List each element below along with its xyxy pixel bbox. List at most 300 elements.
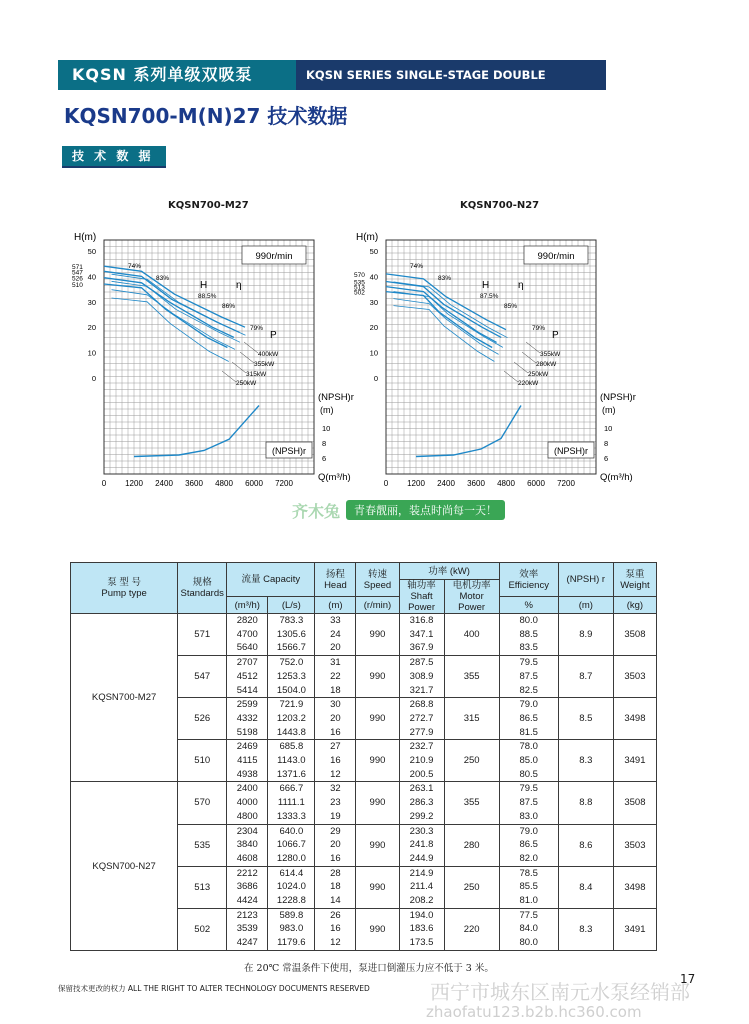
shaft-value: 286.3 xyxy=(409,797,434,809)
eff-value: 86.5 xyxy=(519,839,538,851)
q-ls-cell xyxy=(268,614,315,656)
npsh-tick-label: 10 xyxy=(322,424,331,433)
q-m3h-value: 4115 xyxy=(237,755,258,767)
y-axis-label: H(m) xyxy=(356,232,379,243)
q-ls-value: 1111.1 xyxy=(277,797,305,809)
eff-value: 79.5 xyxy=(519,783,538,795)
efficiency-label: 85% xyxy=(504,303,518,310)
power-label: 250kW xyxy=(236,380,257,387)
eff-cell xyxy=(499,908,558,950)
weight-cell: 3498 xyxy=(613,698,656,740)
shaft-value: 173.5 xyxy=(409,937,434,949)
power-leader xyxy=(244,342,258,353)
eff-cell xyxy=(499,740,558,782)
hdr-shaft-en2: Power xyxy=(408,602,436,613)
curve-marker: P xyxy=(270,330,277,341)
shaft-cell xyxy=(399,866,444,908)
power-label: 400kW xyxy=(258,351,279,358)
power-label: 280kW xyxy=(536,361,557,368)
q-ls-value: 640.0 xyxy=(279,825,304,837)
npsh-curve-label: (NPSH)r xyxy=(272,446,306,456)
q-ls-value: 783.3 xyxy=(279,615,304,626)
h-tick-label: 50 xyxy=(369,247,378,256)
head-value: 20 xyxy=(330,839,341,851)
shaft-value: 277.9 xyxy=(409,726,434,738)
motor-cell: 400 xyxy=(444,614,499,656)
head-value: 32 xyxy=(330,783,341,795)
hdr-standards-cn: 规格 xyxy=(192,577,212,588)
q-m3h-value: 2707 xyxy=(236,657,258,669)
head-value: 14 xyxy=(330,895,341,907)
hdr-weight-cn: 泵重 xyxy=(625,568,645,580)
x-tick-label: 1200 xyxy=(407,479,425,488)
shaft-value: 272.7 xyxy=(409,712,434,724)
std-cell: 547 xyxy=(178,656,227,698)
q-ls-value: 589.8 xyxy=(279,909,304,921)
series-title-en: KQSN SERIES SINGLE-STAGE DOUBLE SUCTION PUMPS xyxy=(296,60,606,90)
shaft-value: 367.9 xyxy=(409,642,434,654)
eff-value: 79.0 xyxy=(519,699,538,711)
shaft-value: 308.9 xyxy=(409,670,434,682)
q-m3h-value: 4608 xyxy=(236,852,258,864)
q-m3h-value: 4000 xyxy=(236,797,258,809)
q-m3h-value: 5414 xyxy=(236,684,258,696)
q-m3h-value: 2599 xyxy=(236,699,258,711)
eff-value: 81.0 xyxy=(519,895,538,907)
performance-chart-n27 xyxy=(352,228,642,490)
head-value: 18 xyxy=(330,881,341,893)
x-tick-label: 4800 xyxy=(215,479,233,488)
q-ls-value: 1371.6 xyxy=(276,768,306,780)
q-m3h-value: 5198 xyxy=(236,726,258,738)
eff-value: 80.0 xyxy=(519,615,538,626)
x-tick-label: 3600 xyxy=(467,479,485,488)
hdr-head-cn: 扬程 xyxy=(325,568,345,580)
head-value: 16 xyxy=(330,923,341,935)
rights-notice: 保留技术更改的权力 ALL THE RIGHT TO ALTER TECHNOLOGY DOCUMENTS RESERVED xyxy=(58,984,370,993)
x-tick-label: 2400 xyxy=(155,479,173,488)
npsh-tick-label: 10 xyxy=(604,424,613,433)
std-cell: 510 xyxy=(178,740,227,782)
q-ls-value: 666.7 xyxy=(279,783,304,795)
efficiency-label: 87.5% xyxy=(480,293,499,300)
head-cell xyxy=(315,908,356,950)
h-tick-label: 40 xyxy=(87,272,96,282)
head-curve-label: 570 xyxy=(354,271,365,279)
shaft-value: 210.9 xyxy=(409,755,434,767)
head-curve-label: 535 xyxy=(354,279,365,287)
head-value: 31 xyxy=(330,657,341,669)
q-ls-cell xyxy=(268,782,315,824)
q-ls-value: 721.9 xyxy=(279,699,304,711)
head-value: 20 xyxy=(330,642,341,654)
speed-cell: 990 xyxy=(356,614,399,656)
q-ls-value: 1333.3 xyxy=(276,810,306,822)
speed-cell: 990 xyxy=(356,698,399,740)
weight-cell: 3491 xyxy=(613,740,656,782)
head-value: 12 xyxy=(330,768,341,780)
shaft-value: 230.3 xyxy=(409,825,434,837)
npsh-cell: 8.9 xyxy=(558,614,613,656)
speed-cell: 990 xyxy=(356,656,399,698)
efficiency-label: 86% xyxy=(222,303,236,310)
q-m3h-value: 2123 xyxy=(236,909,258,921)
power-label: 355kW xyxy=(254,361,275,368)
npsh-tick-label: 6 xyxy=(322,454,327,463)
banner-logo: 齐木兔 xyxy=(292,501,341,521)
npsh-axis-unit: (m) xyxy=(320,405,334,415)
head-curve xyxy=(104,278,234,338)
q-m3h-cell xyxy=(227,740,268,782)
eff-value: 82.5 xyxy=(519,684,538,696)
hdr-speed-cn: 转速 xyxy=(367,568,387,580)
speed-cell: 990 xyxy=(356,740,399,782)
page-number: 17 xyxy=(680,972,696,986)
eff-cell xyxy=(499,656,558,698)
section-rule xyxy=(62,166,166,168)
std-cell: 502 xyxy=(178,908,227,950)
q-ls-value: 1203.2 xyxy=(276,712,306,724)
motor-cell: 315 xyxy=(444,698,499,740)
npsh-cell: 8.8 xyxy=(558,782,613,824)
x-tick-label: 4800 xyxy=(497,479,515,488)
motor-cell: 220 xyxy=(444,908,499,950)
eff-value: 88.5 xyxy=(519,628,538,640)
y-axis-label: H(m) xyxy=(74,232,97,243)
curve-marker: P xyxy=(552,330,559,341)
hdr-cap-ls: (L/s) xyxy=(268,597,315,614)
hdr-pump-type-en: Pump type xyxy=(101,588,147,599)
eff-value: 87.5 xyxy=(519,797,538,809)
head-value: 20 xyxy=(330,712,341,724)
h-tick-label: 30 xyxy=(87,297,96,307)
npsh-axis-label: (NPSH)r xyxy=(600,392,636,403)
npsh-axis-label: (NPSH)r xyxy=(318,392,354,403)
eff-value: 85.5 xyxy=(519,881,538,893)
efficiency-label: 83% xyxy=(156,275,170,282)
eff-value: 79.0 xyxy=(519,825,538,837)
hdr-motor-cn: 电机功率 xyxy=(452,580,491,591)
npsh-curve xyxy=(134,406,259,457)
hdr-head-en: Head xyxy=(324,579,347,591)
weight-cell: 3503 xyxy=(613,824,656,866)
eff-value: 84.0 xyxy=(519,923,538,935)
q-m3h-cell xyxy=(227,908,268,950)
weight-cell: 3491 xyxy=(613,908,656,950)
hdr-weight-en: Weight xyxy=(620,579,650,591)
q-m3h-value: 4332 xyxy=(236,712,258,724)
q-ls-value: 685.8 xyxy=(279,741,304,753)
npsh-cell: 8.7 xyxy=(558,656,613,698)
npsh-axis-unit: (m) xyxy=(602,405,616,415)
h-tick-label: 20 xyxy=(369,323,378,333)
hdr-shaft-cn: 轴功率 xyxy=(407,580,436,591)
hdr-npsh: (NPSH) r xyxy=(558,563,613,597)
head-value: 23 xyxy=(330,797,341,809)
q-m3h-cell xyxy=(227,824,268,866)
x-tick-label: 6000 xyxy=(527,479,545,488)
head-curve-label: 571 xyxy=(72,264,83,272)
head-value: 29 xyxy=(330,825,341,837)
head-value: 27 xyxy=(330,741,341,753)
shaft-cell xyxy=(399,908,444,950)
npsh-tick-label: 8 xyxy=(604,439,609,448)
usage-note: 在 20℃ 常温条件下使用，泵进口倒灌压力应不低于 3 米。 xyxy=(244,963,494,974)
h-tick-label: 30 xyxy=(369,297,378,307)
h-tick-label: 20 xyxy=(87,323,96,333)
std-cell: 526 xyxy=(178,698,227,740)
head-cell xyxy=(315,866,356,908)
shaft-value: 183.6 xyxy=(409,923,434,935)
q-m3h-value: 4800 xyxy=(236,810,258,822)
x-tick-label: 3600 xyxy=(185,479,203,488)
chart-title-n27: KQSN700-N27 xyxy=(460,200,540,211)
npsh-curve-label: (NPSH)r xyxy=(554,446,588,456)
head-value: 24 xyxy=(330,628,341,640)
head-cell xyxy=(315,656,356,698)
eff-value: 80.5 xyxy=(519,768,538,780)
eff-value: 82.0 xyxy=(519,852,538,864)
shaft-cell xyxy=(399,782,444,824)
shaft-value: 299.2 xyxy=(409,810,434,822)
speed-cell: 990 xyxy=(356,824,399,866)
hdr-eff-unit: % xyxy=(499,597,558,614)
weight-cell: 3498 xyxy=(613,866,656,908)
performance-chart-m27 xyxy=(70,228,360,490)
speed-label: 990r/min xyxy=(537,251,575,262)
head-value: 33 xyxy=(330,615,341,626)
eff-value: 77.5 xyxy=(519,909,538,921)
head-value: 19 xyxy=(330,810,341,822)
curve-marker: η xyxy=(518,280,524,291)
h-tick-label: 10 xyxy=(369,348,378,358)
head-value: 22 xyxy=(330,670,341,682)
std-cell: 513 xyxy=(178,866,227,908)
head-cell xyxy=(315,740,356,782)
shaft-value: 268.8 xyxy=(409,699,434,711)
eff-value: 79.5 xyxy=(519,657,538,669)
hdr-head-unit: (m) xyxy=(315,597,356,614)
weight-cell: 3503 xyxy=(613,656,656,698)
shaft-value: 214.9 xyxy=(409,867,434,879)
eff-value: 87.5 xyxy=(519,670,538,682)
shaft-cell xyxy=(399,824,444,866)
x-tick-label: 0 xyxy=(383,479,389,488)
page-title: KQSN700-M(N)27 技术数据 xyxy=(64,104,348,128)
hdr-shaft-en1: Shaft xyxy=(410,591,433,602)
q-ls-cell xyxy=(268,740,315,782)
h-tick-label: 0 xyxy=(373,374,378,383)
q-m3h-value: 4938 xyxy=(236,768,258,780)
h-tick-label: 50 xyxy=(87,247,96,256)
std-cell: 570 xyxy=(178,782,227,824)
efficiency-label: 83% xyxy=(438,275,452,282)
hdr-capacity: 流量 Capacity xyxy=(227,563,315,597)
motor-cell: 355 xyxy=(444,782,499,824)
shaft-value: 321.7 xyxy=(409,684,434,696)
hdr-speed-unit: (r/min) xyxy=(356,597,399,614)
q-m3h-cell xyxy=(227,698,268,740)
shaft-value: 232.7 xyxy=(409,741,434,753)
npsh-curve xyxy=(416,406,521,457)
head-value: 30 xyxy=(330,699,341,711)
section-tag: 技 术 数 据 xyxy=(62,146,166,166)
npsh-tick-label: 6 xyxy=(604,454,609,463)
eff-value: 86.5 xyxy=(519,712,538,724)
q-m3h-value: 2304 xyxy=(236,825,258,837)
q-m3h-value: 2212 xyxy=(236,867,258,879)
hdr-cap-m3h: (m³/h) xyxy=(227,597,268,614)
table-row xyxy=(71,782,657,824)
hdr-npsh-unit: (m) xyxy=(558,597,613,614)
series-title-cn: KQSN 系列单级双吸泵 xyxy=(58,60,296,90)
npsh-cell: 8.3 xyxy=(558,908,613,950)
npsh-tick-label: 8 xyxy=(322,439,327,448)
efficiency-label: 88.5% xyxy=(198,293,217,300)
q-m3h-value: 4247 xyxy=(236,937,258,949)
power-label: 250kW xyxy=(528,371,549,378)
q-m3h-value: 3840 xyxy=(236,839,258,851)
q-ls-value: 752.0 xyxy=(279,657,304,669)
q-ls-value: 1253.3 xyxy=(276,670,306,682)
promo-banner xyxy=(292,500,505,520)
q-ls-cell xyxy=(268,866,315,908)
q-m3h-value: 4700 xyxy=(236,628,258,640)
shaft-cell xyxy=(399,698,444,740)
shaft-value: 208.2 xyxy=(409,895,434,907)
eff-cell xyxy=(499,866,558,908)
npsh-cell: 8.5 xyxy=(558,698,613,740)
q-ls-cell xyxy=(268,656,315,698)
speed-cell: 990 xyxy=(356,782,399,824)
q-m3h-cell xyxy=(227,782,268,824)
npsh-cell: 8.6 xyxy=(558,824,613,866)
q-m3h-value: 2820 xyxy=(236,615,258,626)
x-tick-label: 2400 xyxy=(437,479,455,488)
head-value: 28 xyxy=(330,867,341,879)
eff-cell xyxy=(499,782,558,824)
h-tick-label: 0 xyxy=(91,374,96,383)
motor-cell: 280 xyxy=(444,824,499,866)
q-ls-value: 1228.8 xyxy=(276,895,306,907)
head-value: 16 xyxy=(330,755,341,767)
x-tick-label: 0 xyxy=(101,479,107,488)
q-m3h-cell xyxy=(227,656,268,698)
banner-slogan: 青春靓丽，装点时尚每一天！ xyxy=(346,500,505,520)
head-cell xyxy=(315,824,356,866)
q-m3h-value: 3539 xyxy=(236,923,258,935)
std-cell: 571 xyxy=(178,614,227,656)
x-tick-label: 6000 xyxy=(245,479,263,488)
watermark-company: 西宁市城东区南元水泵经销部 xyxy=(430,980,690,1004)
eff-value: 78.5 xyxy=(519,867,538,879)
q-ls-value: 983.0 xyxy=(279,923,304,935)
motor-cell: 250 xyxy=(444,866,499,908)
x-axis-label: Q(m³/h) xyxy=(600,472,633,483)
shaft-value: 194.0 xyxy=(409,909,434,921)
q-ls-value: 1179.6 xyxy=(277,937,306,949)
head-value: 26 xyxy=(330,909,341,921)
efficiency-label: 74% xyxy=(128,263,142,270)
spec-table xyxy=(70,562,657,951)
q-m3h-value: 2469 xyxy=(236,741,258,753)
hdr-motor-en2: Power xyxy=(458,602,486,613)
head-curve-label: 513 xyxy=(354,284,365,292)
head-curve-label: 502 xyxy=(354,289,365,297)
model-cell: KQSN700-M27 xyxy=(71,614,178,782)
hdr-pump-type-cn: 泵 型 号 xyxy=(107,577,141,588)
hdr-speed-en: Speed xyxy=(363,579,392,591)
head-curve-label: 547 xyxy=(72,269,83,277)
eff-cell xyxy=(499,698,558,740)
npsh-cell: 8.3 xyxy=(558,740,613,782)
q-ls-value: 1305.6 xyxy=(276,628,306,640)
hdr-weight-unit: (kg) xyxy=(613,597,656,614)
efficiency-label: 79% xyxy=(250,325,264,332)
power-label: 220kW xyxy=(518,380,539,387)
q-m3h-value: 4424 xyxy=(236,895,258,907)
shaft-value: 200.5 xyxy=(409,768,434,780)
q-ls-cell xyxy=(268,908,315,950)
q-ls-value: 1066.7 xyxy=(276,839,306,851)
hdr-motor-en1: Motor xyxy=(459,591,484,602)
curve-marker: H xyxy=(482,280,490,291)
eff-cell xyxy=(499,824,558,866)
series-header xyxy=(58,60,606,112)
model-cell: KQSN700-N27 xyxy=(71,782,178,950)
eff-cell xyxy=(499,614,558,656)
head-curve-label: 510 xyxy=(72,282,83,290)
q-ls-value: 1024.0 xyxy=(276,881,306,893)
head-cell xyxy=(315,782,356,824)
efficiency-label: 74% xyxy=(410,263,424,270)
shaft-cell xyxy=(399,614,444,656)
npsh-cell: 8.4 xyxy=(558,866,613,908)
q-ls-value: 614.4 xyxy=(279,867,304,879)
h-tick-label: 40 xyxy=(369,272,378,282)
q-m3h-value: 2400 xyxy=(236,783,258,795)
q-m3h-value: 4512 xyxy=(236,670,258,682)
speed-cell: 990 xyxy=(356,866,399,908)
head-value: 16 xyxy=(330,852,341,864)
shaft-value: 244.9 xyxy=(409,852,434,864)
head-value: 12 xyxy=(330,937,341,949)
q-ls-value: 1143.0 xyxy=(277,755,306,767)
power-leader xyxy=(526,342,540,353)
x-tick-label: 1200 xyxy=(125,479,143,488)
eff-value: 83.5 xyxy=(519,642,538,654)
curve-marker: η xyxy=(236,280,242,291)
q-ls-cell xyxy=(268,698,315,740)
q-ls-value: 1443.8 xyxy=(276,726,306,738)
motor-cell: 355 xyxy=(444,656,499,698)
chart-title-m27: KQSN700-M27 xyxy=(168,200,249,211)
q-ls-value: 1280.0 xyxy=(276,852,306,864)
q-m3h-cell xyxy=(227,614,268,656)
head-cell xyxy=(315,614,356,656)
curve-marker: H xyxy=(200,280,208,291)
head-curve-label: 526 xyxy=(72,275,83,283)
eff-value: 80.0 xyxy=(519,937,538,949)
eff-value: 85.0 xyxy=(519,755,538,767)
q-m3h-cell xyxy=(227,866,268,908)
power-label: 315kW xyxy=(246,371,267,378)
std-cell: 535 xyxy=(178,824,227,866)
shaft-value: 211.4 xyxy=(410,881,434,893)
hdr-power: 功率 (kW) xyxy=(399,563,499,580)
eff-value: 78.0 xyxy=(519,741,538,753)
hdr-eff-en: Efficiency xyxy=(508,579,549,591)
